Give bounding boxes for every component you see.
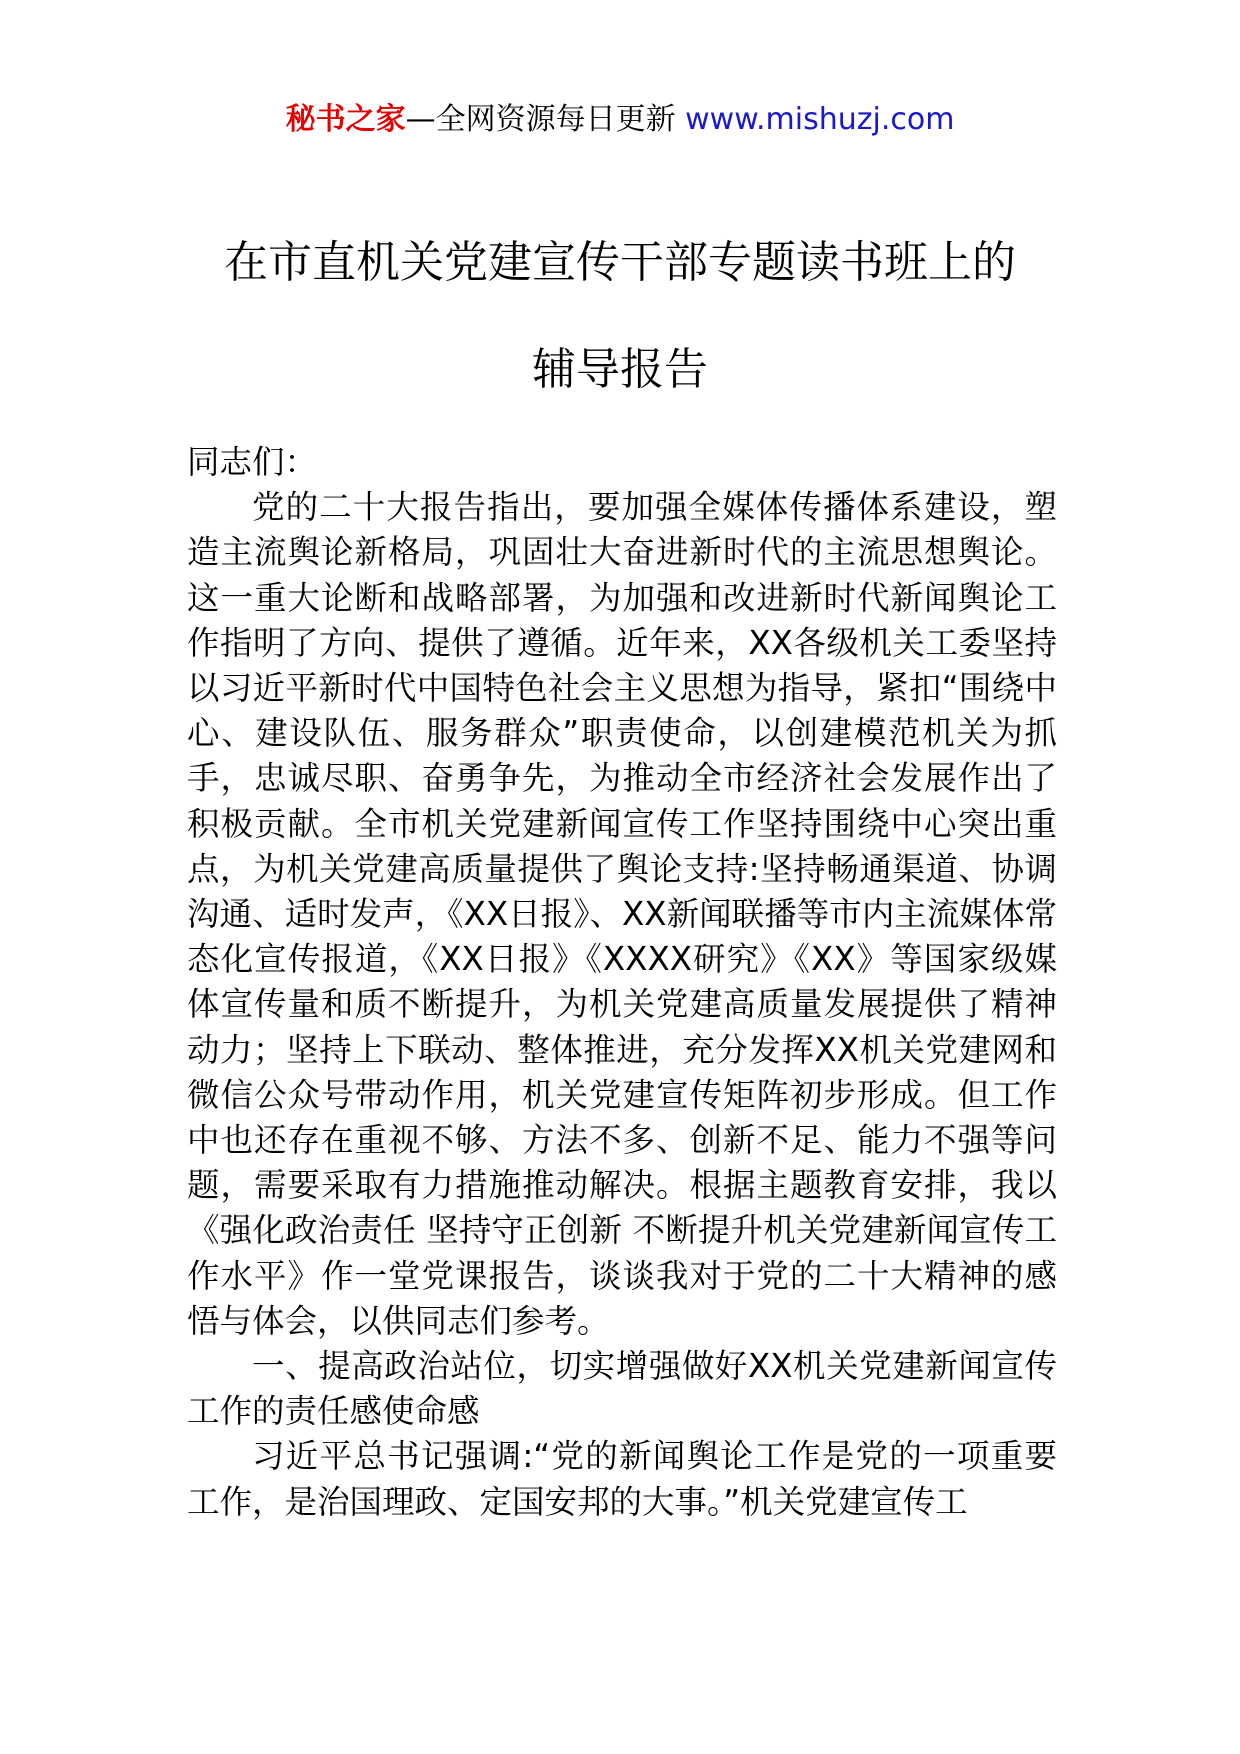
paragraph-intro: 党的二十大报告指出，要加强全媒体传播体系建设，塑造主流舆论新格局，巩固壮大奋进新时代的主流思想舆论。这一重大论断和战略部署，为加强和改进新时代新闻舆论工作指明了方向、提供了遵循。近年来，XX各级机关工委坚持以习近平新时代中国特色社会主义思想为指导，紧扣“围绕中心、建设队伍、服务群众”职责使命，以创建模范机关为抓手，忠诚尽职、奋勇争先，为推动全市经济社会发展作出了积极贡献。全市机关党建新闻宣传工作坚持围绕中心突出重点，为机关党建高质量提供了舆论支持:坚持畅通渠道、协调沟通、适时发声，《XX日报》、XX新闻联播等市内主流媒体常态化宣传报道，《XX日报》《XXXX研究》《XX》等国家级媒体宣传量和质不断提升，为机关党建高质量发展提供了精神动力；坚持上下联动、整体推进，充分发挥XX机关党建网和微信公众号带动作用，机关党建宣传矩阵初步形成。但工作中也还存在重视不够、方法不多、创新不足、能力不强等问题，需要采取有力措施推动解决。根据主题教育安排，我以《强化政治责任 坚持守正创新 不断提升机关党建新闻宣传工作水平》作一堂党课报告，谈谈我对于党的二十大精神的感悟与体会，以供同志们参考。 bbox=[187, 488, 1057, 1340]
title-line-1: 在市直机关党建宣传干部专题读书班上的 bbox=[224, 237, 1016, 288]
site-url-link[interactable]: www.mishuzj.com bbox=[685, 102, 955, 137]
section-heading-1: 一、提高政治站位，切实增强做好XX机关党建新闻宣传工作的责任感使命感 bbox=[187, 1347, 1057, 1431]
site-slogan: —全网资源每日更新 bbox=[405, 102, 686, 137]
paragraph-section-1: 习近平总书记强调:“党的新闻舆论工作是党的一项重要工作，是治国理政、定国安邦的大事。”机关党建宣传工 bbox=[187, 1437, 1057, 1521]
salutation: 同志们： bbox=[187, 443, 318, 481]
document-title bbox=[0, 232, 1240, 401]
document-body bbox=[187, 440, 1057, 1525]
title-line-2: 辅导报告 bbox=[532, 344, 708, 395]
site-header bbox=[0, 100, 1240, 140]
site-brand: 秘书之家 bbox=[285, 102, 406, 137]
